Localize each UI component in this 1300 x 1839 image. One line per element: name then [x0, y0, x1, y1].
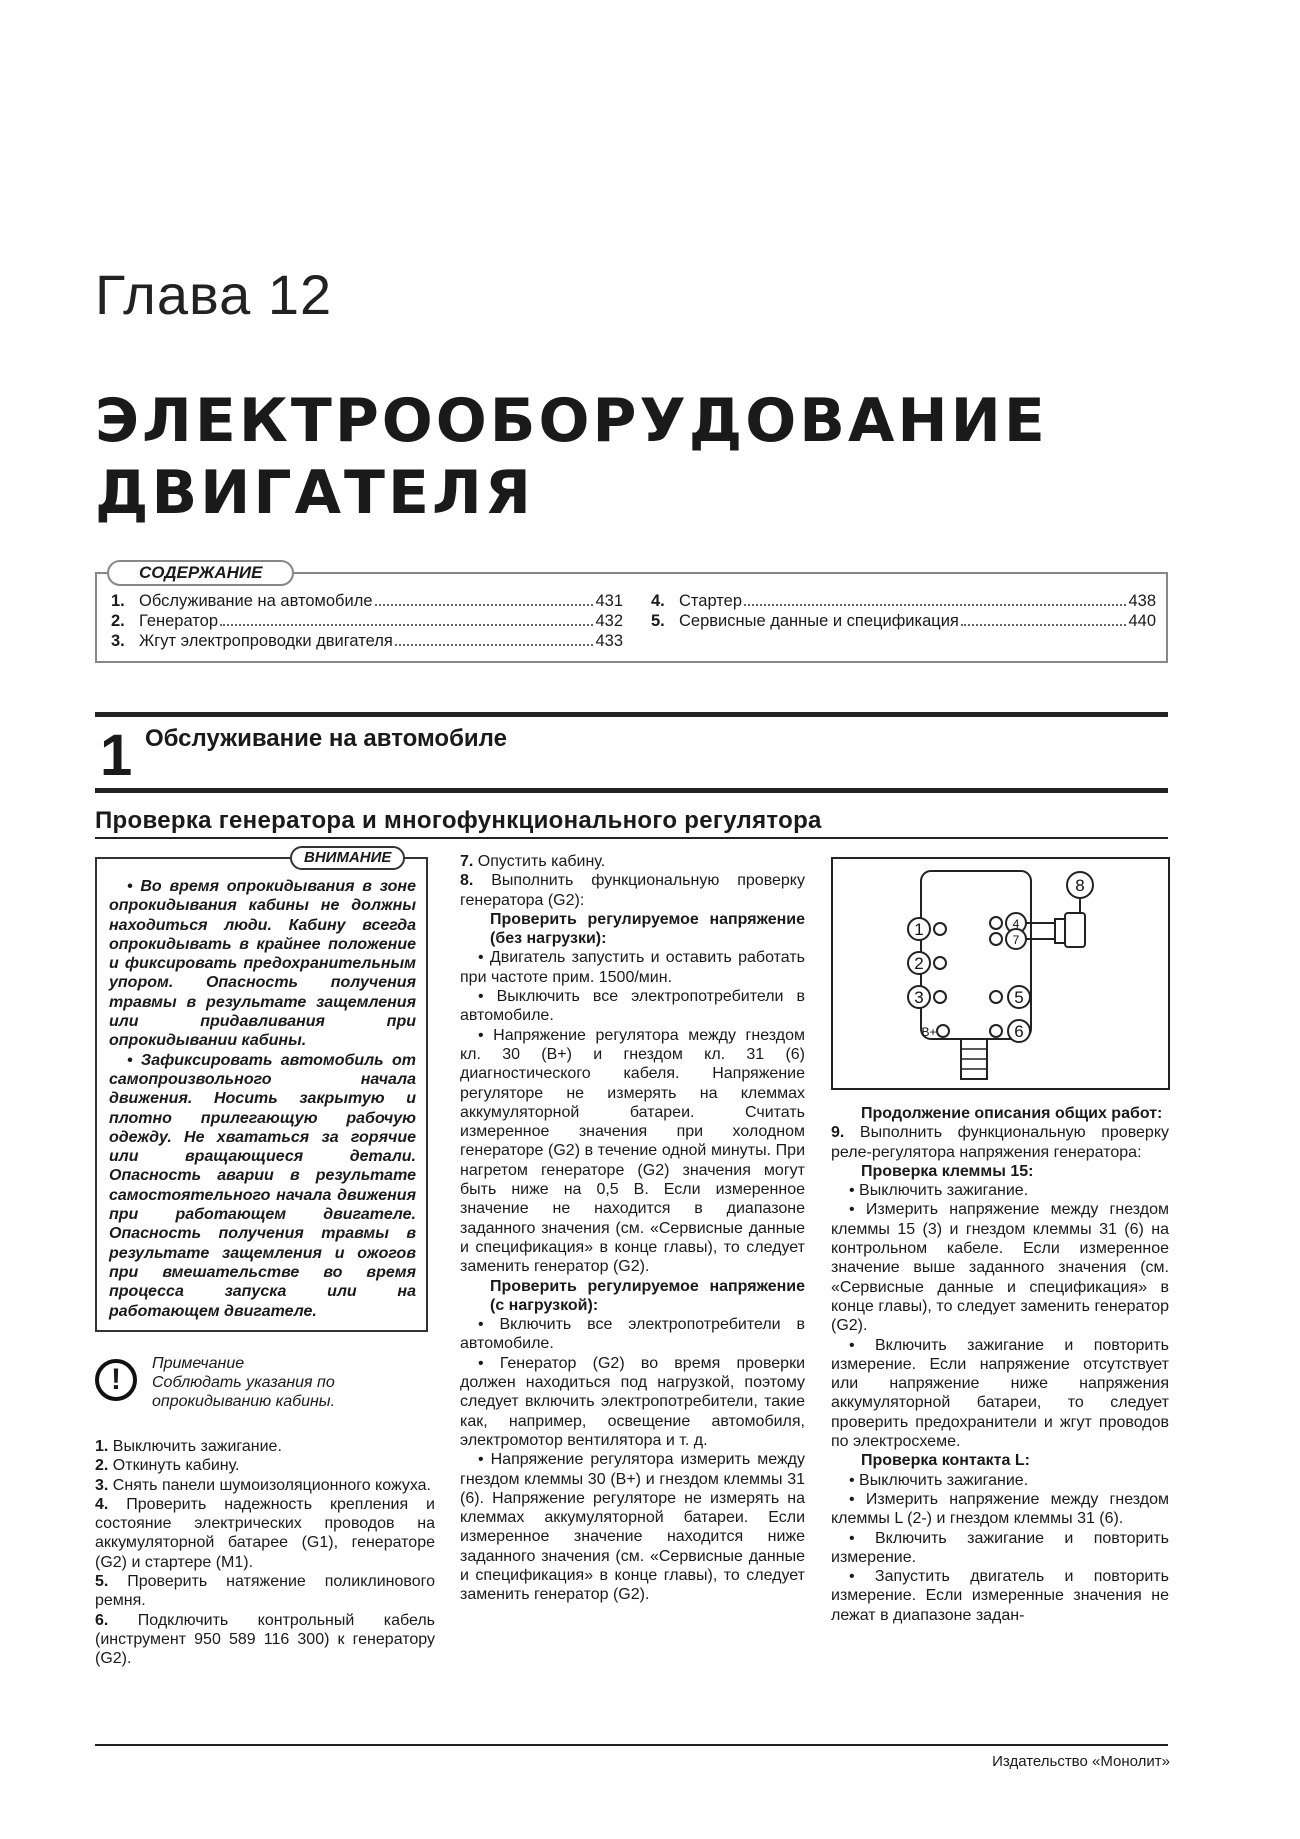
diagram-label: 8 [1075, 876, 1085, 895]
subheading: Проверить регулируемое напряжение (с нагрузкой): [490, 1277, 805, 1314]
diagram-label: 6 [1014, 1022, 1024, 1041]
subheading: Проверка контакта L: [861, 1452, 1030, 1470]
step-item: 8. Выполнить функциональную проверку генератора (G2): [460, 872, 805, 909]
section-top-rule [95, 712, 1168, 717]
bullet-item: • Выключить все электропотребители в автомобиле. [460, 988, 805, 1025]
warning-paragraph: • Во время опрокидывания в зоне опрокидывания кабины не должны находиться люди. Кабину всегда опрокидывать в крайнее положение и фиксировать предохранительным упором. Опасность получения травмы в результате защемления или придавливания при опрокидывании кабины. [109, 878, 416, 1050]
diagram-label: 4 [1012, 917, 1020, 931]
toc-label: СОДЕРЖАНИЕ [107, 560, 294, 586]
step-item: 6. Подключить контрольный кабель (инструмент 950 589 116 300) к генератору (G2). [95, 1611, 435, 1668]
bullet-item: • Напряжение регулятора между гнездом кл. 30 (B+) и гнездом кл. 31 (6) диагностического кабеля. Напряжение регуляторе не измерять на клеммах аккумуляторной батареи. Считать измеренное значения при холодном генераторе (G2) в течение одной минуты. При нагретом генераторе (G2) значения могут быть ниже на 0,5 В. Если измеренное значение не находится в диапазоне заданного значения (см. «Сервисные данные и спецификация» в конце главы), то следует заменить генератор (G2). [460, 1026, 805, 1276]
section-title: Обслуживание на автомобиле [145, 725, 507, 752]
note-text: Соблюдать указания по опрокидыванию кабины. [152, 1374, 336, 1410]
diagram-label: 7 [1012, 933, 1020, 947]
bullet-item: • Включить зажигание и повторить измерение. [831, 1529, 1169, 1566]
toc-item[interactable]: 4. Стартер 438 [651, 592, 1156, 610]
subheading: Продолжение описания общих работ: [861, 1105, 1163, 1122]
footer-publisher: Издательство «Монолит» [992, 1753, 1170, 1770]
toc-item[interactable]: 2. Генератор 432 [111, 612, 623, 630]
connector-diagram [831, 857, 1170, 1090]
bullet-item: • Двигатель запустить и оставить работать при частоте прим. 1500/мин. [460, 949, 805, 986]
bullet-item: • Запустить двигатель и повторить измерение. Если измеренные значения не лежат в диапазоне задан- [831, 1568, 1169, 1624]
warning-paragraph: • Зафиксировать автомобиль от самопроизвольного начала движения. Носить закрытую и плотно прилегающую рабочую одежду. Не хвататься за горячие или вращающиеся детали. Опасность аварии в результате самостоятельного начала движения при работающем двигателе. Опасность получения травмы в результате защемления и ожогов при вмешательстве во время процесса запуска или на работающем двигателе. [109, 1051, 416, 1320]
step-item: 2. Откинуть кабину. [95, 1457, 240, 1475]
note-title: Примечание [152, 1355, 245, 1372]
toc-item[interactable]: 5. Сервисные данные и спецификация 440 [651, 612, 1156, 630]
subsection-title: Проверка генератора и многофункционального регулятора [95, 807, 822, 834]
exclamation-icon: ! [95, 1359, 137, 1401]
diagram-label: 2 [914, 954, 924, 973]
bullet-item: • Включить зажигание и повторить измерение. Если напряжение отсутствует или напряжение ниже напряжения аккумуляторной батареи, то следует проверить предохранители и жгут проводов по электросхеме. [831, 1336, 1169, 1451]
bullet-item: • Выключить зажигание. [849, 1471, 1029, 1489]
page-title [95, 385, 1048, 529]
diagram-label: 5 [1014, 988, 1024, 1007]
bullet-item: • Выключить зажигание. [849, 1182, 1029, 1200]
footer-rule [95, 1744, 1168, 1746]
warning-box [95, 849, 428, 1332]
diagram-label: 3 [914, 988, 924, 1007]
diagram-label: 1 [914, 920, 924, 939]
subheading: Проверить регулируемое напряжение (без нагрузки): [490, 910, 805, 948]
section-bottom-rule [95, 788, 1168, 793]
column-2 [460, 852, 805, 1605]
step-item: 9. Выполнить функциональную проверку реле-регулятора напряжения генератора: [831, 1124, 1169, 1161]
note [152, 1354, 432, 1411]
toc-item[interactable]: 1. Обслуживание на автомобиле 431 [111, 592, 623, 610]
title-line-2: ДВИГАТЕЛЯ [95, 458, 535, 528]
step-item: 3. Снять панели шумоизоляционного кожуха. [95, 1476, 431, 1494]
warning-label: ВНИМАНИЕ [290, 846, 405, 870]
connector-diagram-svg [833, 859, 1168, 1088]
step-item: 4. Проверить надежность крепления и состояние электрических проводов на аккумуляторной батарее (G1), генераторе (G2) и стартере (M1). [95, 1495, 435, 1571]
column-3 [831, 1104, 1169, 1625]
title-line-1: ЭЛЕКТРООБОРУДОВАНИЕ [95, 386, 1048, 456]
step-item: 5. Проверить натяжение поликлинового ремня. [95, 1573, 435, 1610]
subheading: Проверка клеммы 15: [861, 1162, 1034, 1180]
toc-item[interactable]: 3. Жгут электропроводки двигателя 433 [111, 632, 623, 650]
bullet-item: • Напряжение регулятора измерить между гнездом клеммы 30 (B+) и гнездом клеммы 31 (6). Напряжение регуляторе не измерять на клеммах аккумуляторной батареи. Если измеренное значение находится ниже заданного значения (см. «Сервисные данные и спецификация» в конце главы), то следует заменить генератор (G2). [460, 1451, 805, 1604]
bullet-item: • Включить все электропотребители в автомобиле. [460, 1316, 805, 1353]
bullet-item: • Измерить напряжение между гнездом клеммы 15 (3) и гнездом клеммы 31 (6) на контрольном кабеле. Если измеренное значение выше заданного значения (см. «Сервисные данные и спецификация» в конце главы), то следует заменить генератор (G2). [831, 1201, 1169, 1335]
chapter-heading: Глава 12 [95, 263, 333, 326]
subsection-rule [95, 837, 1168, 839]
bullet-item: • Генератор (G2) во время проверки должен находиться под нагрузкой, поэтому следует включить электропотребители, такие как, например, освещение автомобиля, электромотор вентилятора и т. д. [460, 1354, 805, 1449]
section-number: 1 [100, 723, 133, 788]
bullet-item: • Измерить напряжение между гнездом клеммы L (2-) и гнездом клеммы 31 (6). [831, 1490, 1169, 1528]
step-item: 1. Выключить зажигание. [95, 1438, 282, 1455]
diagram-label: B+ [921, 1025, 937, 1039]
table-of-contents [95, 563, 1168, 663]
column-1-steps [95, 1437, 435, 1669]
step-item: 7. Опустить кабину. [460, 853, 606, 870]
